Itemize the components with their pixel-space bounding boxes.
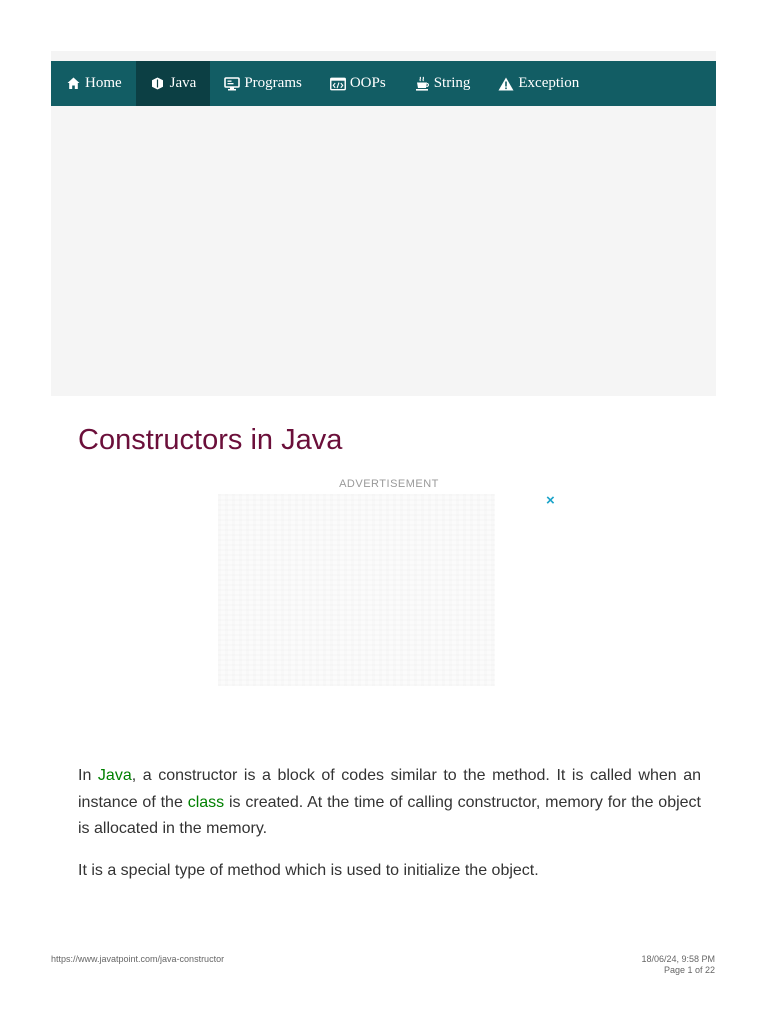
advertisement-box[interactable] <box>218 494 495 686</box>
nav-item-label: OOPs <box>349 75 386 91</box>
nav-item-programs[interactable] <box>210 61 316 106</box>
java-link[interactable]: Java <box>97 767 132 784</box>
ad-close-icon[interactable]: × <box>546 492 555 509</box>
text-span: , a constructor is a block of codes similar to the method. It is called when an instance of the <box>78 767 701 811</box>
footer-url: https://www.javatpoint.com/java-constructor <box>51 954 225 964</box>
nav-item-exception[interactable] <box>484 61 593 106</box>
nav-item-label: Home <box>85 75 122 91</box>
ad-banner-placeholder <box>51 106 716 396</box>
article-body <box>78 763 701 899</box>
code-icon <box>330 76 346 92</box>
nav-item-string[interactable] <box>400 61 485 106</box>
footer-meta <box>641 954 715 976</box>
nav-item-oops[interactable] <box>316 61 400 106</box>
footer-datetime: 18/06/24, 9:58 PM <box>641 954 715 964</box>
nav-item-label: String <box>433 75 471 91</box>
main-navbar <box>51 61 716 106</box>
text-span: is created. At the time of calling constructor, memory for the object is allocated in the memory. <box>78 793 702 837</box>
home-icon <box>65 76 81 92</box>
nav-item-java[interactable] <box>136 61 211 106</box>
definition-paragraph: It is a special type of method which is used to initialize the object. <box>78 861 539 879</box>
advertisement-label: ADVERTISEMENT <box>339 478 439 490</box>
nav-item-home[interactable] <box>51 61 136 106</box>
monitor-icon <box>224 76 240 92</box>
nav-item-label: Programs <box>244 75 302 91</box>
text-span: In <box>78 767 98 784</box>
warning-icon <box>498 76 514 92</box>
java-icon <box>150 76 166 92</box>
page-title: Constructors in Java <box>78 424 343 456</box>
nav-item-label: Exception <box>518 75 580 91</box>
nav-item-label: Java <box>169 75 197 91</box>
top-strip <box>51 51 716 61</box>
cup-icon <box>414 76 430 92</box>
class-link[interactable]: class <box>187 793 225 811</box>
intro-paragraph <box>78 763 701 843</box>
footer-page-number: Page 1 of 22 <box>663 965 715 975</box>
